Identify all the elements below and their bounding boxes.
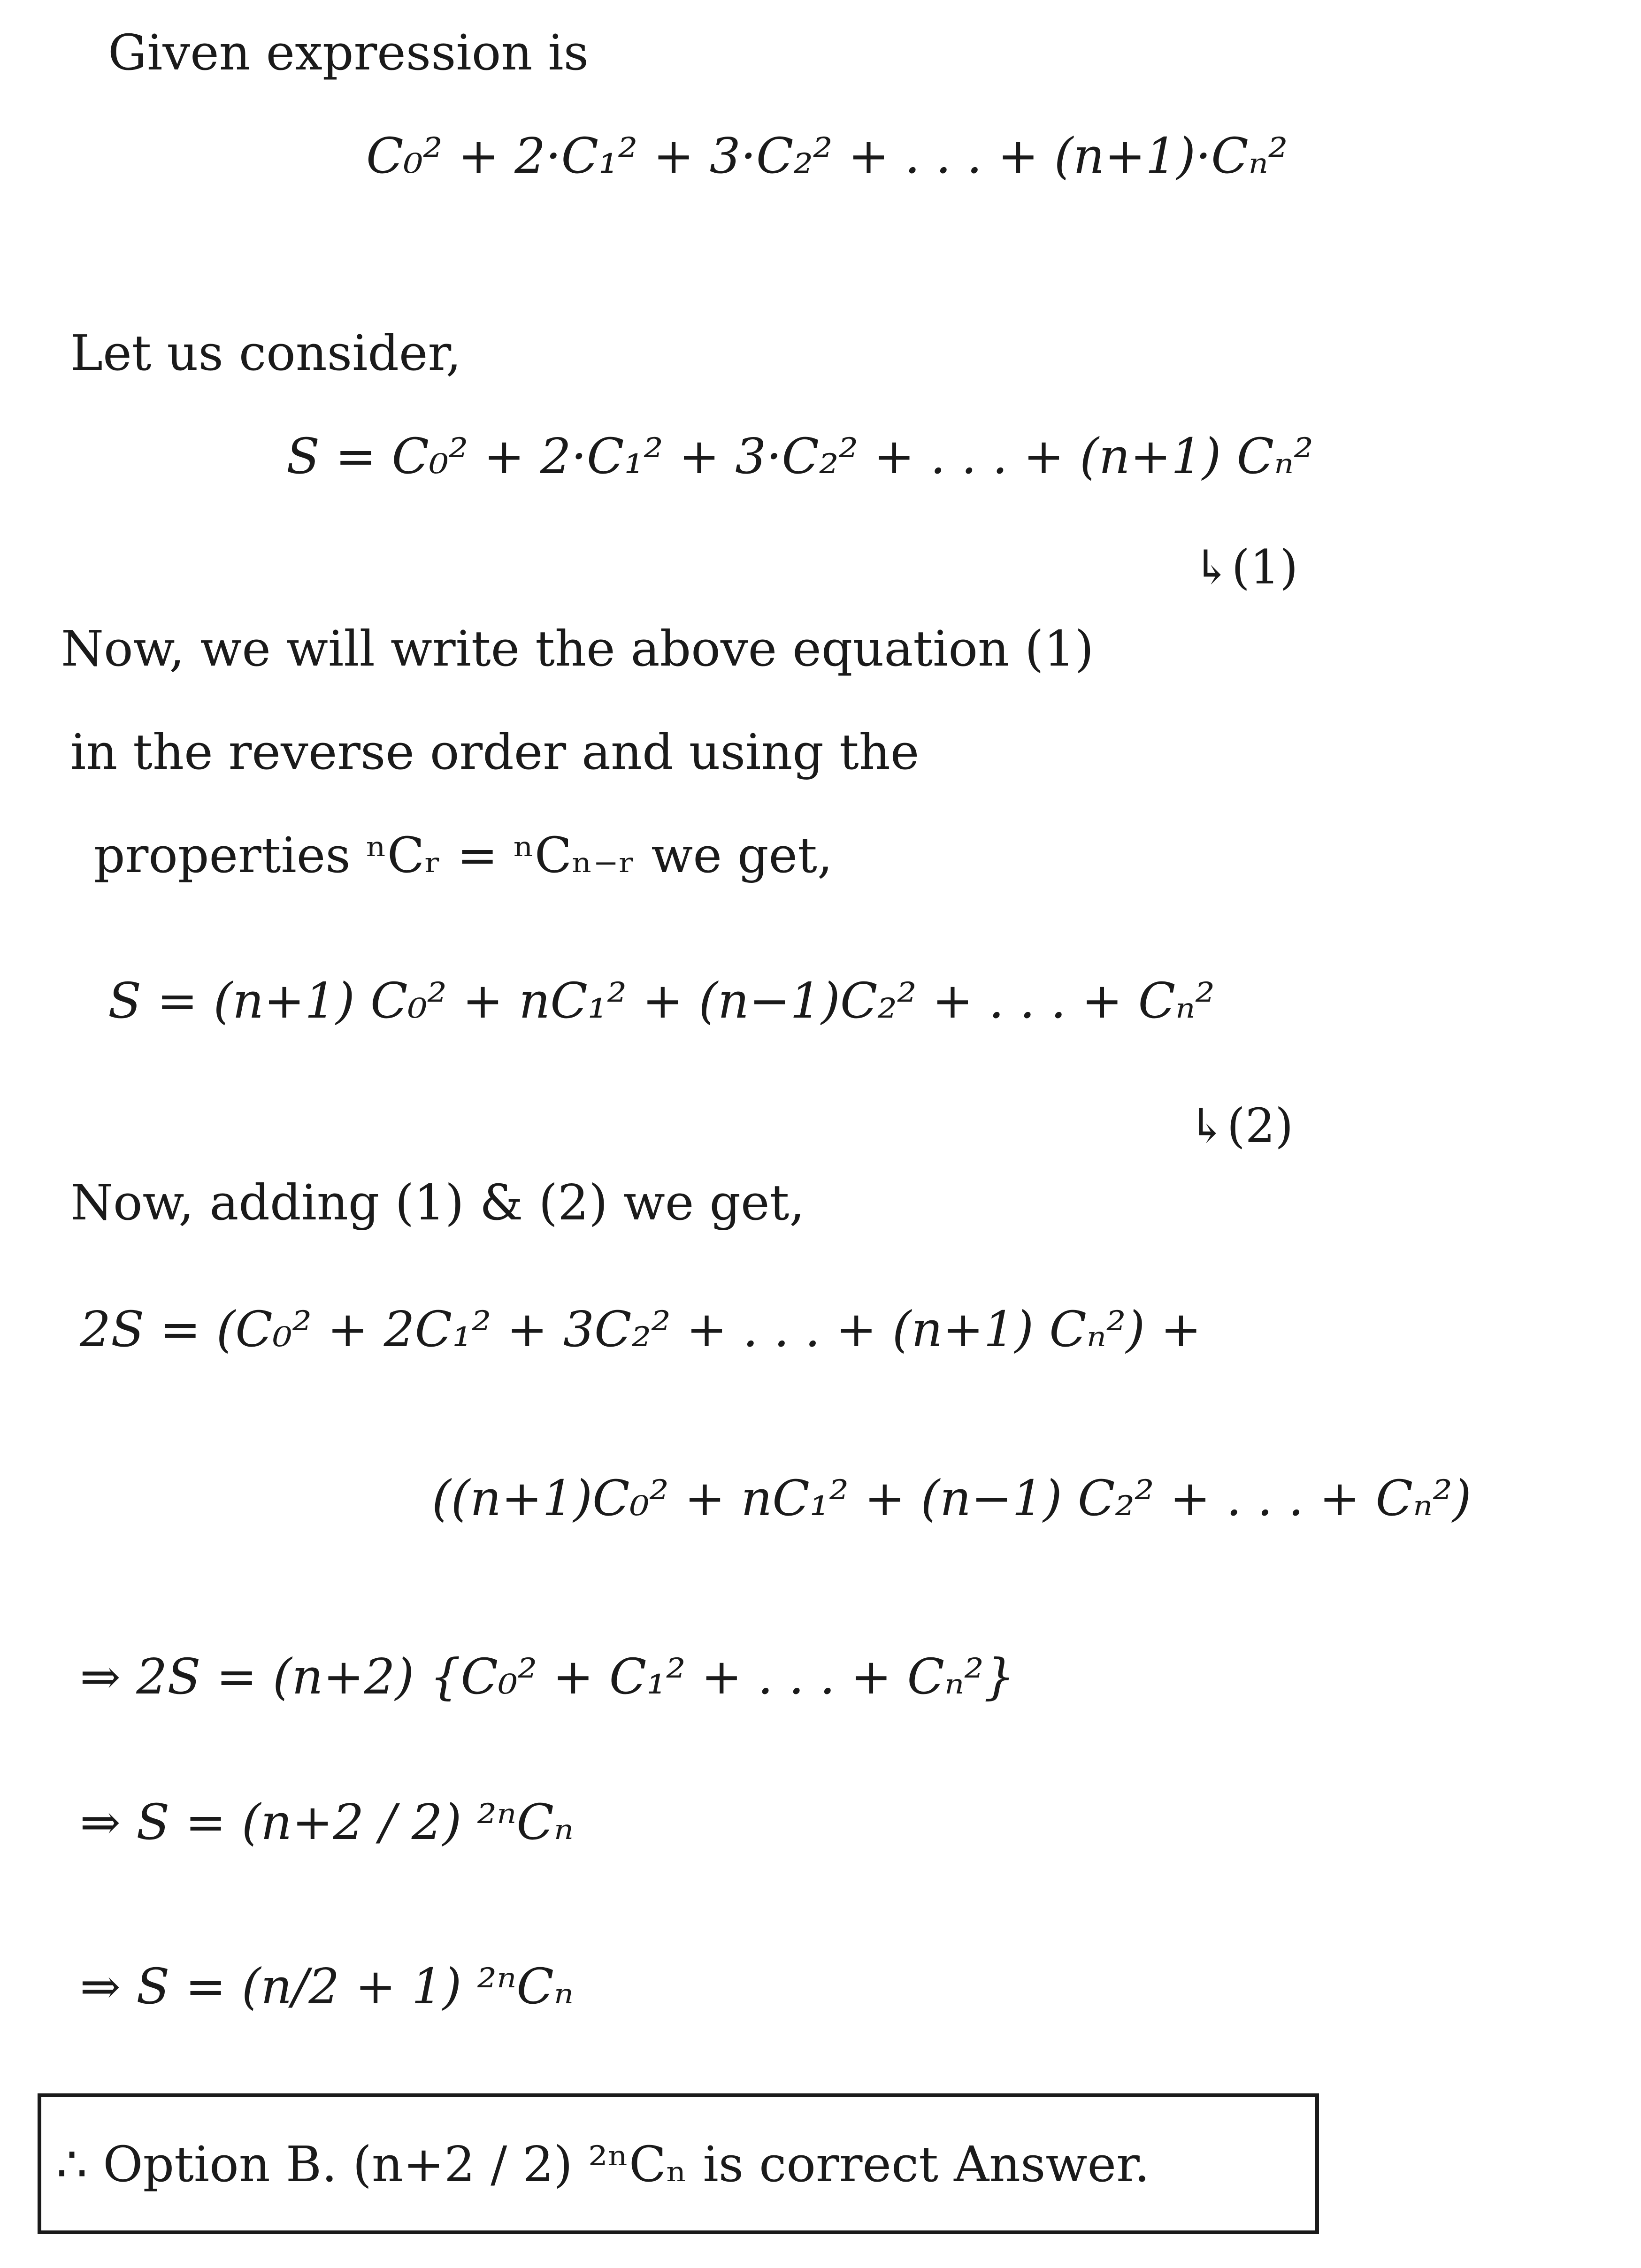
intro-text: Given expression is <box>108 24 589 81</box>
text-write-reverse: Now, we will write the above equation (1) <box>61 620 1094 677</box>
equation-2: S = (n+1) C₀² + nC₁² + (n−1)C₂² + . . . + Cₙ² <box>108 972 1215 1029</box>
sum-step-2: ⇒ 2S = (n+2) {C₀² + C₁² + . . . + Cₙ²} <box>80 1648 1015 1705</box>
equation-2-label: ↳(2) <box>1188 1098 1294 1153</box>
sum-step-4: ⇒ S = (n/2 + 1) ²ⁿCₙ <box>80 1958 574 2015</box>
text-reverse-order: in the reverse order and using the <box>70 723 920 781</box>
given-expression: C₀² + 2·C₁² + 3·C₂² + . . . + (n+1)·Cₙ² <box>366 127 1288 184</box>
text-properties: properties ⁿCᵣ = ⁿCₙ₋ᵣ we get, <box>94 827 833 884</box>
equation-1: S = C₀² + 2·C₁² + 3·C₂² + . . . + (n+1) Cₙ² <box>286 428 1314 485</box>
text-adding: Now, adding (1) & (2) we get, <box>70 1174 805 1231</box>
equation-1-label: ↳(1) <box>1192 540 1298 595</box>
sum-step-1-cont: ((n+1)C₀² + nC₁² + (n−1) C₂² + . . . + Cₙ²) <box>432 1470 1472 1527</box>
sum-step-3: ⇒ S = (n+2 / 2) ²ⁿCₙ <box>80 1793 574 1851</box>
let-us-consider: Let us consider, <box>70 324 461 382</box>
sum-step-1: 2S = (C₀² + 2C₁² + 3C₂² + . . . + (n+1) Cₙ²) + <box>80 1301 1202 1358</box>
answer-text: ∴ Option B. (n+2 / 2) ²ⁿCₙ is correct Answer. <box>56 2136 1150 2193</box>
